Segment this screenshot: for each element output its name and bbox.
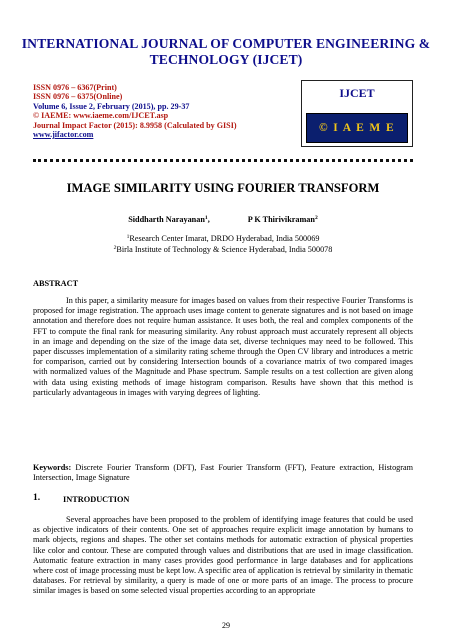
abstract-heading: ABSTRACT <box>33 279 79 288</box>
volume-info: Volume 6, Issue 2, February (2015), pp. 29-37 <box>33 101 190 111</box>
section-heading: INTRODUCTION <box>63 495 130 504</box>
journal-title <box>20 36 432 68</box>
introduction-text: Several approaches have been proposed to the problem of identifying image features that could be used as objective indicators of their contents. One set of approaches require explicit image annotation by humans to mark objects, regions and shapes. The other set contains methods for automatic extraction of physical properties like color and contour. These are computed through values and distributions that are used in image classification. Automatic feature extraction in many cases provides good performance in large databases and for applications where cost of image processing must be kept low. A specific area of application is retrieval by similarity in thematic databases. For retrieval by similarity, a query is made of one or more parts of an image. The process to procure similar images is based on some selected visual properties according to an appropriate <box>33 515 413 596</box>
author-2-affiliation-mark: 2 <box>314 215 318 221</box>
author-1-affiliation-mark: 1 <box>204 215 208 221</box>
affiliation-1 <box>33 234 413 244</box>
logo-ijcet-text: IJCET <box>339 86 375 100</box>
website-link[interactable]: www.jifactor.com <box>33 130 94 140</box>
keywords-text: Discrete Fourier Transform (DFT), Fast Fourier Transform (FFT), Feature extraction, Histogram Intersection, Image Signature <box>33 463 413 483</box>
journal-title-line2: TECHNOLOGY (IJCET) <box>149 52 303 67</box>
paper-title: IMAGE SIMILARITY USING FOURIER TRANSFORM <box>66 181 380 195</box>
section-number: 1. <box>33 493 41 503</box>
author-2: P K Thirivikraman <box>247 215 315 224</box>
affiliation-2-mark: 2 <box>113 245 117 251</box>
author-1: Siddharth Narayanan <box>128 215 205 224</box>
journal-title-line1: INTERNATIONAL JOURNAL OF COMPUTER ENGINEERING & <box>21 36 431 51</box>
issn-online: ISSN 0976 – 6375(Online) <box>33 92 123 102</box>
affiliation-2-text: Birla Institute of Technology & Science Hyderabad, India 500078 <box>116 245 333 254</box>
keywords-label: Keywords: <box>33 463 72 472</box>
logo-iaeme-badge: © I A E M E <box>306 113 408 143</box>
dotted-divider <box>33 155 413 162</box>
affiliation-1-text: Research Center Imarat, DRDO Hyderabad, India 500069 <box>129 234 320 243</box>
impact-factor: Journal Impact Factor (2015): 8.9958 (Calculated by GISI) <box>33 120 237 130</box>
copyright-line: © IAEME: www.iaeme.com/IJCET.asp <box>33 111 169 121</box>
journal-logo <box>301 80 413 147</box>
issn-print: ISSN 0976 – 6367(Print) <box>33 83 117 92</box>
journal-metadata <box>33 83 237 139</box>
affiliation-2 <box>33 245 413 255</box>
page-number: 29 <box>222 621 230 630</box>
keywords <box>33 463 413 483</box>
abstract-text: In this paper, a similarity measure for images based on values from their respective Fourier Transforms is proposed for image registration. The approach uses image content to generate signatures and is not based on image annotation and therefore does not require human assistance. It uses both, the real and complex components of the FFT to compute the final rank for measuring similarity. Any robust approach must accurately represent all objects in an image and depending on the size of the image data set, diverse techniques may need to be followed. This paper discusses implementation of a similarity rating scheme through the Open CV library and introduces a metric for comparison, carried out by considering Intersection bounds of a covariance matrix of two compared images with normalized values of the Magnitude and Phase spectrum. Sample results on a test collection are given along with data using existing methods of image histogram comparison. Results have shown that this method is particularly advantageous in images with varying degrees of lighting. <box>33 296 413 397</box>
author-separator: , <box>207 215 210 224</box>
author-line <box>33 215 413 225</box>
affiliation-1-mark: 1 <box>126 234 130 240</box>
